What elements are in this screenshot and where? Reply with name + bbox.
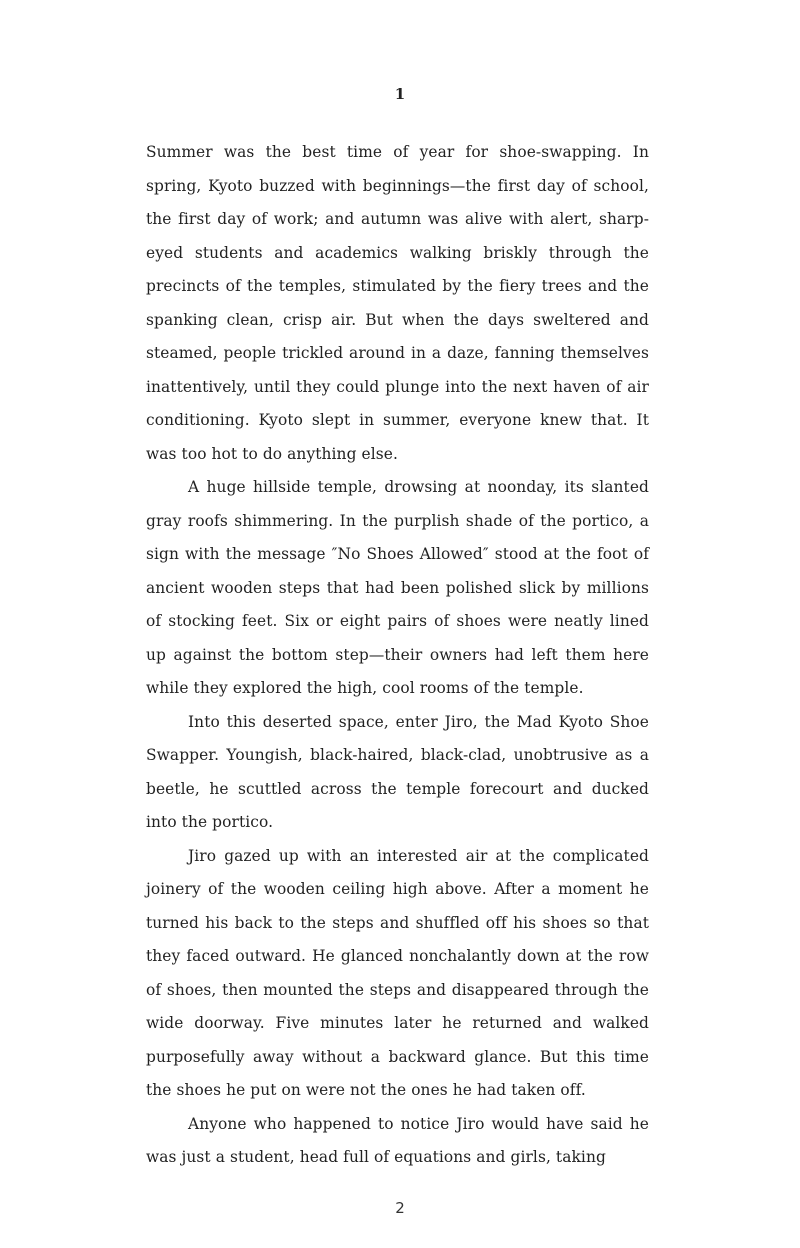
paragraph-4: Jiro gazed up with an interested air at the complicated joinery of the wooden ceiling high above. After a moment he turned his back to the steps and shuffled off his shoes so that they faced outward. He glanced nonchalantly down at the row of shoes, then mounted the steps and disappeared through the wide doorway. Five minutes later he returned and walked purposefully away without a backward glance. But this time the shoes he put on were not the ones he had taken off.	[146, 846, 649, 1099]
chapter-number: 1	[394, 85, 406, 103]
paragraph-1: Summer was the best time of year for shoe-swapping. In spring, Kyoto buzzed with beginnings—the first day of school, the first day of work; and autumn was alive with alert, sharp-eyed students and academics walking briskly through the precincts of the temples, stimulated by the fiery trees and the spanking clean, crisp air. But when the days sweltered and steamed, people trickled around in a daze, fanning themselves inattentively, until they could plunge into the next haven of air conditioning. Kyoto slept in summer, everyone knew that. It was too hot to do anything else.	[146, 143, 649, 463]
page-number: 2	[395, 1199, 405, 1217]
body-text	[146, 136, 649, 1175]
paragraph-5: Anyone who happened to notice Jiro would have said he was just a student, head full of equations and girls, taking	[146, 1114, 649, 1166]
paragraph-3: Into this deserted space, enter Jiro, the Mad Kyoto Shoe Swapper. Youngish, black-haired, black-clad, unobtrusive as a beetle, he scuttled across the temple forecourt and ducked into the portico.	[146, 712, 649, 831]
paragraph-2: A huge hillside temple, drowsing at noonday, its slanted gray roofs shimmering. In the purplish shade of the portico, a sign with the message ″No Shoes Allowed″ stood at the foot of ancient wooden steps that had been polished slick by millions of stocking feet. Six or eight pairs of shoes were neatly lined up against the bottom step—their owners had left them here while they explored the high, cool rooms of the temple.	[146, 478, 649, 697]
